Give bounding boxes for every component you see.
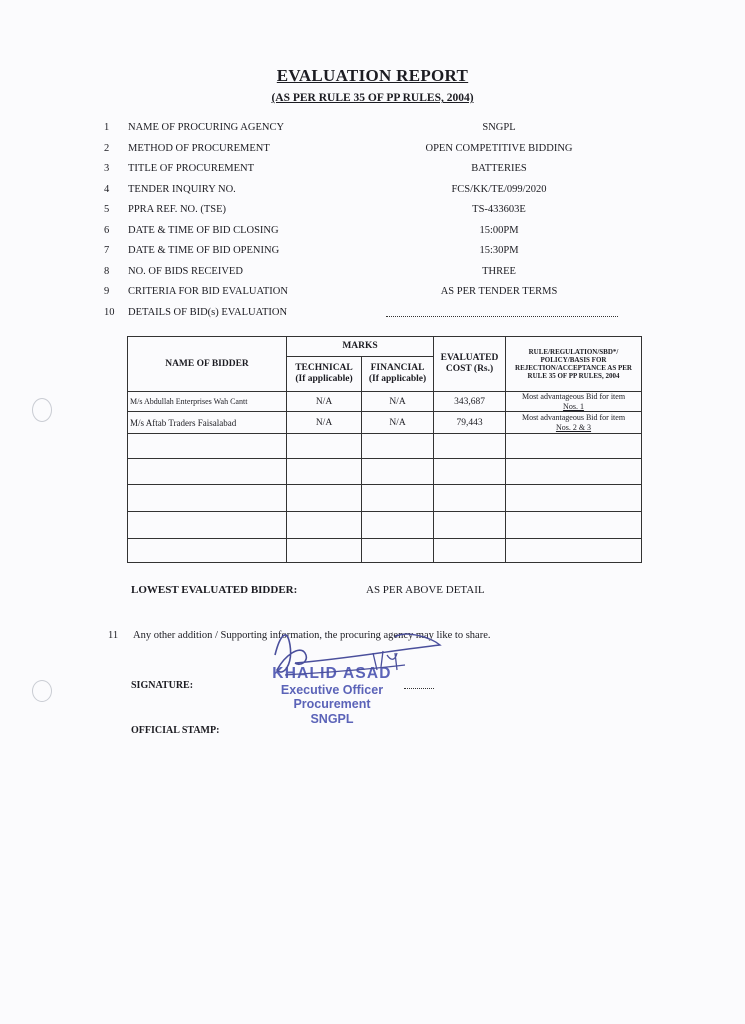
field-number: 1 bbox=[104, 122, 110, 133]
header-financial bbox=[362, 357, 434, 392]
field-row bbox=[104, 286, 664, 307]
field-number: 3 bbox=[104, 163, 110, 174]
field-row bbox=[104, 266, 664, 287]
evaluated-cost: 343,687 bbox=[434, 392, 506, 412]
field-number: 9 bbox=[104, 286, 110, 297]
stamp-designation: Executive Officer bbox=[280, 683, 384, 697]
report-subtitle: (AS PER RULE 35 OF PP RULES, 2004) bbox=[271, 92, 474, 104]
header-marks: MARKS bbox=[287, 337, 434, 357]
field-row bbox=[104, 225, 664, 246]
field-label: DETAILS OF BID(s) EVALUATION bbox=[128, 306, 288, 318]
field-value: SNGPL bbox=[482, 122, 516, 133]
punch-hole-mark bbox=[32, 398, 52, 422]
field-label: NAME OF PROCURING AGENCY bbox=[128, 122, 285, 133]
table-row bbox=[128, 392, 642, 412]
header-technical-sub: (If applicable) bbox=[295, 374, 353, 384]
empty-row bbox=[128, 512, 642, 539]
field-value: THREE bbox=[482, 265, 516, 277]
field-value: 15:00PM bbox=[479, 224, 519, 236]
field-number: 2 bbox=[104, 142, 110, 154]
header-rule-basis: RULE/REGULATION/SBD*/ POLICY/BASIS FOR REJECTION/ACCEPTANCE AS PER RULE 35 OF PP RULES, 2004 bbox=[506, 337, 642, 392]
header-financial-label: FINANCIAL bbox=[370, 363, 425, 374]
header-evaluated-cost: EVALUATED COST (Rs.) bbox=[434, 337, 506, 392]
empty-row bbox=[128, 539, 642, 563]
field-value: BATTERIES bbox=[471, 163, 527, 174]
field-number: 4 bbox=[104, 183, 110, 195]
field-number: 5 bbox=[104, 204, 110, 215]
field-row bbox=[104, 122, 664, 143]
field-label: TITLE OF PROCUREMENT bbox=[128, 163, 254, 174]
empty-row bbox=[128, 459, 642, 485]
field-number: 6 bbox=[104, 224, 110, 236]
field-label: DATE & TIME OF BID CLOSING bbox=[128, 224, 279, 236]
official-stamp-label: OFFICIAL STAMP: bbox=[131, 725, 220, 736]
table-row bbox=[128, 412, 642, 434]
stamp-org: SNGPL bbox=[310, 711, 354, 726]
field-label: PPRA REF. NO. (TSE) bbox=[128, 204, 227, 215]
field-label: NO. OF BIDS RECEIVED bbox=[128, 265, 243, 277]
remark-items: Nos. 2 & 3 bbox=[555, 422, 592, 432]
remark-text: Most advantageous Bid for item bbox=[521, 392, 626, 402]
header-bidder-name: NAME OF BIDDER bbox=[128, 337, 287, 392]
evaluated-cost: 79,443 bbox=[434, 412, 506, 434]
field-row bbox=[104, 245, 664, 266]
field-value: 15:30PM bbox=[479, 245, 519, 256]
field-value: TS-433603E bbox=[472, 204, 526, 215]
bid-evaluation-table bbox=[127, 336, 642, 563]
stamp-department: Procurement bbox=[293, 697, 371, 712]
technical-marks: N/A bbox=[287, 392, 362, 412]
header-technical-label: TECHNICAL bbox=[295, 363, 353, 374]
field-label: DATE & TIME OF BID OPENING bbox=[128, 245, 280, 256]
field-label: TENDER INQUIRY NO. bbox=[128, 183, 236, 195]
dotted-fill-line bbox=[386, 316, 618, 317]
lowest-bidder-value: AS PER ABOVE DETAIL bbox=[366, 584, 485, 596]
technical-marks: N/A bbox=[287, 412, 362, 434]
field-value: AS PER TENDER TERMS bbox=[440, 286, 558, 297]
empty-row bbox=[128, 485, 642, 512]
stamp-name: KHALID ASAD bbox=[272, 665, 392, 682]
procurement-fields bbox=[104, 122, 664, 327]
signature-label: SIGNATURE: bbox=[131, 680, 194, 691]
field-label: METHOD OF PROCUREMENT bbox=[128, 142, 270, 154]
bidder-name: M/s Abdullah Enterprises Wah Cantt bbox=[128, 392, 287, 412]
report-title: EVALUATION REPORT bbox=[276, 66, 469, 85]
remark bbox=[506, 392, 642, 412]
field-row bbox=[104, 163, 664, 184]
other-number: 11 bbox=[108, 630, 119, 641]
bidder-name: M/s Aftab Traders Faisalabad bbox=[128, 412, 287, 434]
header-technical bbox=[287, 357, 362, 392]
field-value: FCS/KK/TE/099/2020 bbox=[451, 183, 547, 195]
handwritten-signature bbox=[255, 615, 455, 695]
field-label: CRITERIA FOR BID EVALUATION bbox=[128, 286, 288, 297]
punch-hole-mark bbox=[32, 680, 52, 702]
field-row bbox=[104, 143, 664, 164]
field-row bbox=[104, 307, 664, 328]
lowest-bidder-label: LOWEST EVALUATED BIDDER: bbox=[131, 584, 298, 596]
financial-marks: N/A bbox=[362, 392, 434, 412]
remark-items: Nos. 1 bbox=[563, 401, 584, 411]
empty-row bbox=[128, 434, 642, 459]
header-financial-sub: (If applicable) bbox=[368, 374, 427, 384]
field-row bbox=[104, 184, 664, 205]
financial-marks: N/A bbox=[362, 412, 434, 434]
field-number: 8 bbox=[104, 265, 110, 277]
remark bbox=[506, 412, 642, 434]
other-text: Any other addition / Supporting information, the procuring agency may like to share. bbox=[133, 630, 491, 641]
field-row bbox=[104, 204, 664, 225]
field-number: 7 bbox=[104, 245, 110, 256]
field-value: OPEN COMPETITIVE BIDDING bbox=[425, 142, 573, 154]
field-number: 10 bbox=[104, 306, 115, 318]
remark-text: Most advantageous Bid for item bbox=[521, 413, 626, 423]
